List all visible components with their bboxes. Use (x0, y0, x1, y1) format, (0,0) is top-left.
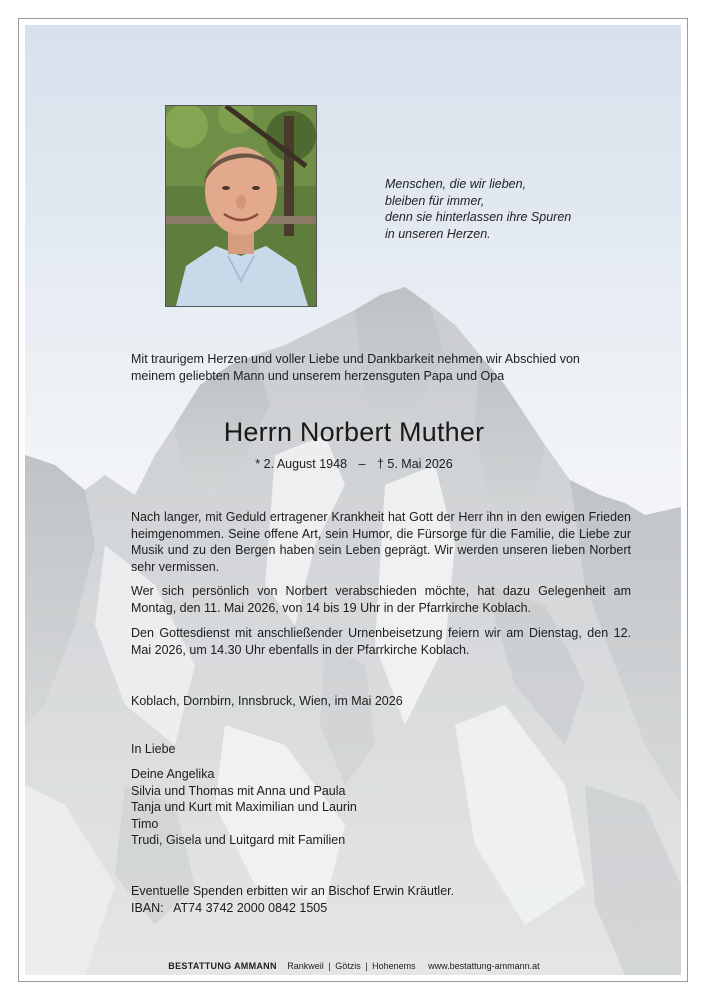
intro-line: Mit traurigem Herzen und voller Liebe und Dankbarkeit nehmen wir Abschied von (131, 352, 580, 366)
footer-divider: | (328, 961, 331, 971)
location-rankweil: Rankweil (287, 961, 324, 971)
location-hohenems: Hohenems (372, 961, 416, 971)
quote-line: Menschen, die wir lieben, (385, 177, 527, 191)
quote-line: bleiben für immer, (385, 193, 485, 208)
date-separator: – (358, 457, 366, 471)
quote-line: in unseren Herzen. (385, 226, 491, 241)
quote-line: denn sie hinterlassen ihre Spuren (385, 210, 572, 224)
mourner-name: Trudi, Gisela und Luitgard mit Familien (131, 833, 346, 847)
website-link[interactable]: www.bestattung-ammann.at (428, 961, 540, 971)
funeral-home-brand: BESTATTUNG (168, 961, 232, 971)
iban-number: AT74 3742 2000 0842 1505 (173, 900, 328, 915)
iban-label: IBAN: (131, 900, 164, 915)
footer-divider: | (365, 961, 368, 971)
body-paragraph-1: Nach langer, mit Geduld ertragener Krankheit hat Gott der Herr ihn in den ewigen Frieden heimgenommen. Seine offene Art, sein Humor, die Fürsorge für die Familie, die Liebe zur Musik und zu den Bergen haben sein Leben geprägt. Wir werden unseren lieben Norbert sehr vermissen. (131, 510, 631, 574)
birth-date: * 2. August 1948 (255, 457, 348, 471)
mourner-name: Tanja und Kurt mit Maximilian und Laurin (131, 800, 357, 814)
death-date: † 5. Mai 2026 (376, 457, 453, 471)
mourner-name: Silvia und Thomas mit Anna und Paula (131, 783, 346, 798)
donation-info (131, 883, 631, 916)
intro-line: meinem geliebten Mann und unserem herzensguten Papa und Opa (131, 368, 505, 383)
location-goetzis: Götzis (335, 961, 361, 971)
funeral-home-brand-bold: AMMANN (233, 961, 277, 971)
intro-text (131, 351, 631, 384)
mourners-heading: In Liebe (131, 742, 176, 756)
portrait-photo (165, 105, 317, 307)
mourners-list (131, 766, 631, 849)
mourner-name: Deine Angelika (131, 767, 215, 781)
memorial-quote (385, 176, 605, 242)
deceased-name: Herrn Norbert Muther (223, 417, 485, 447)
place-date: Koblach, Dornbirn, Innsbruck, Wien, im Mai 2026 (131, 694, 403, 708)
donation-line: Eventuelle Spenden erbitten wir an Bischof Erwin Kräutler. (131, 884, 455, 898)
body-paragraph-2: Wer sich persönlich von Norbert verabschieden möchte, hat dazu Gelegenheit am Montag, den 11. Mai 2026, von 14 bis 19 Uhr in der Pfarrkirche Koblach. (131, 584, 631, 615)
obituary-card (18, 18, 688, 982)
life-dates (19, 457, 688, 471)
iban-line (131, 900, 631, 917)
funeral-home-footer (19, 961, 688, 971)
portrait-image (166, 106, 316, 306)
mourner-name: Timo (131, 816, 159, 831)
body-paragraph-3: Den Gottesdienst mit anschließender Urnenbeisetzung feiern wir am Dienstag, den 12. Mai 2026, um 14.30 Uhr ebenfalls in der Pfarrkirche Koblach. (131, 626, 631, 657)
